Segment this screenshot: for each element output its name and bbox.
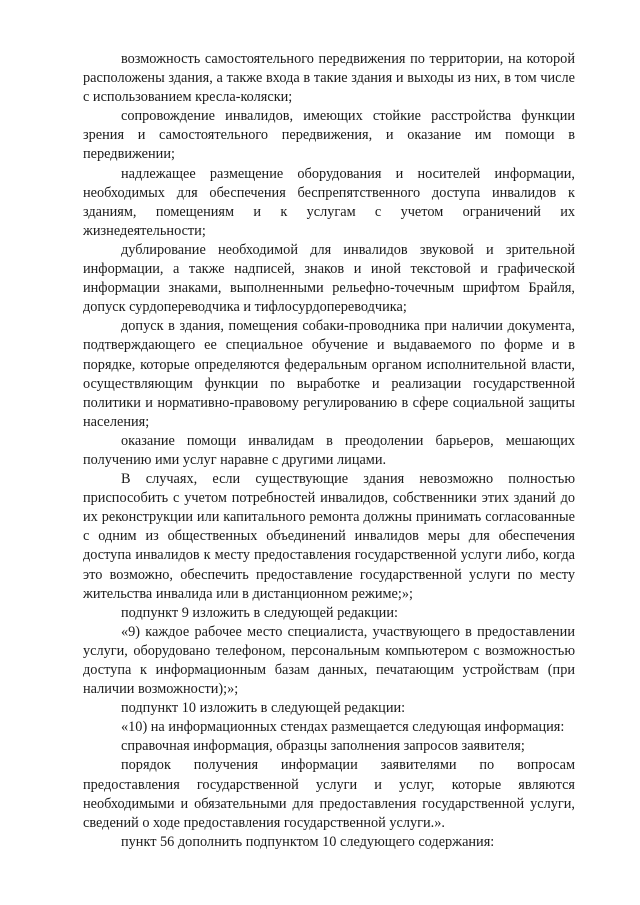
paragraph-building-adaptation: В случаях, если существующие здания невозможно полностью приспособить с учетом потребностей инвалидов, собственники этих зданий до их реконструкции или капитального ремонта должны принимать согласованные с одним из общественных объединений инвалидов меры для обеспечения доступа инвалидов к месту предоставления государственной услуги либо, когда это возможно, обеспечить предоставление государственной услуги по месту жительства инвалида или в дистанционном режиме;»; [83, 471, 575, 602]
document-body [83, 50, 575, 852]
paragraph-reference-info: справочная информация, образцы заполнения запросов заявителя; [121, 738, 525, 755]
paragraph-subitem-10-intro: подпункт 10 изложить в следующей редакции: [121, 700, 406, 717]
paragraph-subitem-9-text: «9) каждое рабочее место специалиста, участвующего в предоставлении услуги, оборудовано телефоном, персональным компьютером с возможностью доступа к информационным базам данных, печатающим устройствам (при наличии возможности);»; [83, 623, 575, 698]
paragraph-equipment-placement: надлежащее размещение оборудования и носителей информации, необходимых для обеспечения беспрепятственного доступа инвалидов к зданиям, помещениям и к услугам с учетом ограничений их жизнедеятельности; [83, 165, 575, 239]
paragraph-subitem-10-text: «10) на информационных стендах размещается следующая информация: [121, 719, 565, 736]
paragraph-info-procedure: порядок получения информации заявителями по вопросам предоставления государственной услуги и услуг, которые являются необходимыми и обязательными для предоставления государственной услуги, сведений о ходе предоставления государственной услуги.». [83, 757, 575, 831]
paragraph-barrier-assistance: оказание помощи инвалидам в преодолении барьеров, мешающих получению ими услуг наравне с другими лицами. [83, 432, 575, 468]
paragraph-escort-disabled: сопровождение инвалидов, имеющих стойкие расстройства функции зрения и самостоятельного передвижения, и оказание им помощи в передвижении; [83, 108, 575, 163]
paragraph-wheelchair-access: возможность самостоятельного передвижения по территории, на которой расположены здания, а также входа в такие здания и выходы из них, в том числе с использованием кресла-коляски; [83, 51, 575, 106]
paragraph-subitem-9-intro: подпункт 9 изложить в следующей редакции: [121, 604, 398, 621]
paragraph-guide-dog: допуск в здания, помещения собаки-проводника при наличии документа, подтверждающего ее специальное обучение и выдаваемого по форме и в порядке, которые определяются федеральным органом исполнительной власти, осуществляющим функции по выработке и реализации государственной политики и нормативно-правовому регулированию в сфере социальной защиты населения; [83, 318, 575, 430]
paragraph-braille-duplication: дублирование необходимой для инвалидов звуковой и зрительной информации, а также надписей, знаков и иной текстовой и графической информации знаками, выполненными рельефно-точечным шрифтом Брайля, допуск сурдопереводчика и тифлосурдопереводчика; [83, 241, 575, 316]
paragraph-item-56-addition: пункт 56 дополнить подпунктом 10 следующего содержания: [121, 833, 495, 850]
